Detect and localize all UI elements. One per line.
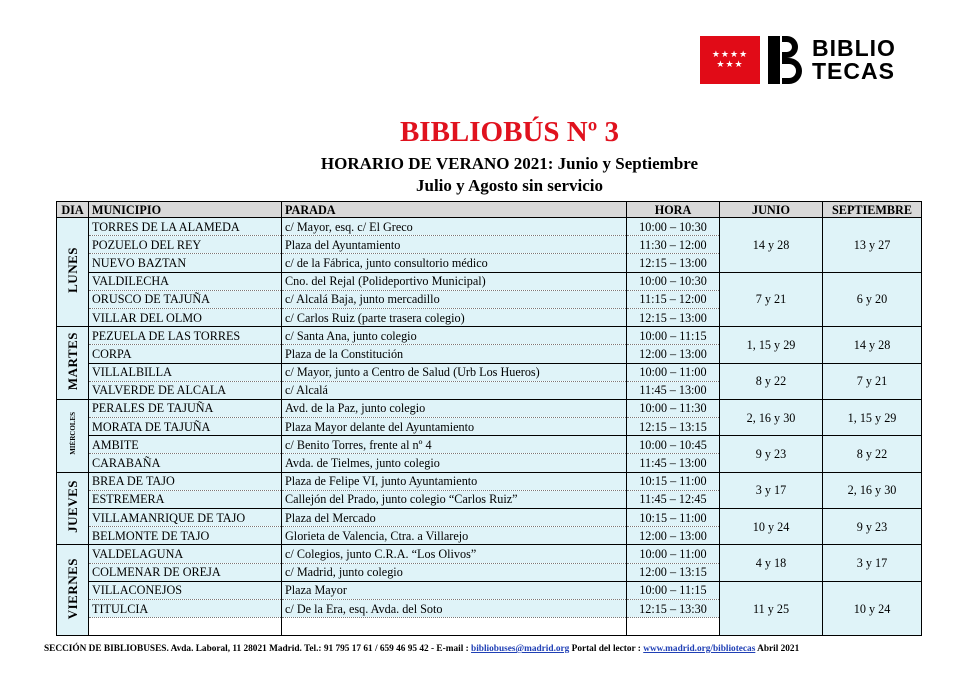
- cell-municipio: BELMONTE DE TAJO: [89, 527, 282, 545]
- cell-municipio: ORUSCO DE TAJUÑA: [89, 290, 282, 308]
- cell-municipio: VILLAMANRIQUE DE TAJO: [89, 509, 282, 527]
- cell-parada: Avda. de Tielmes, junto colegio: [282, 454, 627, 472]
- logo-line2: TECAS: [812, 58, 895, 84]
- footer-portal-label: Portal del lector :: [569, 644, 644, 654]
- day-label-cell: [57, 472, 89, 545]
- cell-junio-dates: 1, 15 y 29: [720, 327, 823, 363]
- cell-municipio: AMBITE: [89, 436, 282, 454]
- table-row: [57, 509, 922, 527]
- cell-municipio: NUEVO BAZTAN: [89, 254, 282, 272]
- cell-septiembre-dates: 2, 16 y 30: [823, 472, 922, 508]
- cell-parada: c/ Madrid, junto colegio: [282, 563, 627, 581]
- day-label: LUNES: [64, 247, 80, 293]
- cell-hora: 11:15 – 12:00: [627, 290, 720, 308]
- cell-parada: c/ Santa Ana, junto colegio: [282, 327, 627, 345]
- table-row: [57, 436, 922, 454]
- cell-municipio: VALDILECHA: [89, 272, 282, 290]
- cell-junio-dates: 9 y 23: [720, 436, 823, 472]
- logo-line1: BIBLIO: [812, 35, 896, 61]
- table-row: [57, 218, 922, 236]
- table-row: [57, 581, 922, 599]
- cell-parada: Plaza de Felipe VI, junto Ayuntamiento: [282, 472, 627, 490]
- day-label-cell: [57, 327, 89, 400]
- cell-parada: Plaza Mayor: [282, 581, 627, 599]
- cell-septiembre-dates: 9 y 23: [823, 509, 922, 545]
- cell-parada: Plaza de la Constitución: [282, 345, 627, 363]
- cell-hora: 10:00 – 11:30: [627, 399, 720, 417]
- cell-hora: 12:15 – 13:00: [627, 254, 720, 272]
- cell-parada: c/ Carlos Ruiz (parte trasera colegio): [282, 308, 627, 326]
- schedule-table: [56, 201, 922, 636]
- cell-parada: c/ Alcalá: [282, 381, 627, 399]
- table-row: [57, 363, 922, 381]
- cell-hora: 10:00 – 11:00: [627, 363, 720, 381]
- cell-septiembre-dates: 14 y 28: [823, 327, 922, 363]
- cell-municipio: PEZUELA DE LAS TORRES: [89, 327, 282, 345]
- cell-municipio: COLMENAR DE OREJA: [89, 563, 282, 581]
- cell-junio-dates: 2, 16 y 30: [720, 399, 823, 435]
- footer-date: Abril 2021: [755, 644, 800, 654]
- cell-junio-dates: 7 y 21: [720, 272, 823, 327]
- cell-hora: 10:00 – 10:30: [627, 272, 720, 290]
- cell-parada: c/ Benito Torres, frente al nº 4: [282, 436, 627, 454]
- footer-portal-link[interactable]: www.madrid.org/bibliotecas: [643, 644, 756, 654]
- cell-municipio: PERALES DE TAJUÑA: [89, 399, 282, 417]
- header-municipio: MUNICIPIO: [89, 202, 282, 218]
- cell-septiembre-dates: 7 y 21: [823, 363, 922, 399]
- day-label-cell: [57, 218, 89, 327]
- cell-hora: 11:45 – 12:45: [627, 490, 720, 508]
- cell-junio-dates: 10 y 24: [720, 509, 823, 545]
- cell-septiembre-dates: 13 y 27: [823, 218, 922, 273]
- day-label: MIÉRCOLES: [68, 412, 77, 456]
- header-dia: DIA: [57, 202, 89, 218]
- cell-parada: c/ Alcalá Baja, junto mercadillo: [282, 290, 627, 308]
- cell-hora: 12:15 – 13:30: [627, 599, 720, 617]
- cell-municipio: BREA DE TAJO: [89, 472, 282, 490]
- cell-municipio: CARABAÑA: [89, 454, 282, 472]
- footer-email-link[interactable]: bibliobuses@madrid.org: [471, 644, 570, 654]
- cell-municipio: CORPA: [89, 345, 282, 363]
- table-row: [57, 272, 922, 290]
- table-header-row: [57, 202, 922, 218]
- cell-parada: c/ Colegios, junto C.R.A. “Los Olivos”: [282, 545, 627, 563]
- cell-parada: c/ Mayor, esq. c/ El Greco: [282, 218, 627, 236]
- cell-hora: 12:00 – 13:00: [627, 527, 720, 545]
- cell-municipio: VILLALBILLA: [89, 363, 282, 381]
- cell-hora: 10:00 – 11:15: [627, 327, 720, 345]
- page-subtitle: HORARIO DE VERANO 2021: Junio y Septiembre: [320, 154, 699, 173]
- cell-municipio: MORATA DE TAJUÑA: [89, 418, 282, 436]
- day-label: MARTES: [64, 331, 80, 391]
- footer-address: SECCIÓN DE BIBLIOBUSES. Avda. Laboral, 11 28021 Madrid. Tel.: 91 795 17 61 / 659 46 95 42 - E-mail :: [44, 644, 472, 654]
- footer: [44, 644, 799, 654]
- bibliotecas-logo: [700, 36, 896, 84]
- page-title: BIBLIOBÚS Nº 3: [399, 116, 620, 148]
- cell-septiembre-dates: 1, 15 y 29: [823, 399, 922, 435]
- cell-hora: [627, 618, 720, 636]
- cell-junio-dates: 3 y 17: [720, 472, 823, 508]
- logo-text: [812, 37, 896, 83]
- header-junio: JUNIO: [720, 202, 823, 218]
- schedule-body: [57, 218, 922, 636]
- cell-municipio: TITULCIA: [89, 599, 282, 617]
- cell-parada: Glorieta de Valencia, Ctra. a Villarejo: [282, 527, 627, 545]
- header-parada: PARADA: [282, 202, 627, 218]
- cell-hora: 11:45 – 13:00: [627, 454, 720, 472]
- flag-stars: ★★★★ ★★★: [711, 50, 749, 70]
- table-row: [57, 545, 922, 563]
- cell-hora: 10:00 – 11:00: [627, 545, 720, 563]
- cell-parada: c/ de la Fábrica, junto consultorio médico: [282, 254, 627, 272]
- cell-hora: 10:00 – 11:15: [627, 581, 720, 599]
- cell-parada: Cno. del Rejal (Polideportivo Municipal): [282, 272, 627, 290]
- cell-hora: 10:15 – 11:00: [627, 509, 720, 527]
- day-label: VIERNES: [64, 557, 80, 619]
- cell-junio-dates: 8 y 22: [720, 363, 823, 399]
- day-label: JUEVES: [64, 480, 80, 533]
- cell-parada: c/ De la Era, esq. Avda. del Soto: [282, 599, 627, 617]
- table-row: [57, 472, 922, 490]
- cell-hora: 12:00 – 13:00: [627, 345, 720, 363]
- cell-municipio: ESTREMERA: [89, 490, 282, 508]
- cell-septiembre-dates: 6 y 20: [823, 272, 922, 327]
- cell-hora: 10:15 – 11:00: [627, 472, 720, 490]
- cell-municipio: [89, 618, 282, 636]
- header-hora: HORA: [627, 202, 720, 218]
- day-label-cell: [57, 399, 89, 472]
- cell-municipio: VILLACONEJOS: [89, 581, 282, 599]
- header-septiembre: SEPTIEMBRE: [823, 202, 922, 218]
- day-label-cell: [57, 545, 89, 636]
- cell-septiembre-dates: 8 y 22: [823, 436, 922, 472]
- cell-junio-dates: 4 y 18: [720, 545, 823, 581]
- madrid-flag-icon: [700, 36, 760, 84]
- page-subtitle-2: Julio y Agosto sin servicio: [415, 176, 603, 195]
- cell-hora: 10:00 – 10:30: [627, 218, 720, 236]
- table-row: [57, 327, 922, 345]
- cell-septiembre-dates: 10 y 24: [823, 581, 922, 636]
- table-row: [57, 399, 922, 417]
- cell-parada: Plaza del Ayuntamiento: [282, 236, 627, 254]
- cell-hora: 10:00 – 10:45: [627, 436, 720, 454]
- cell-municipio: VILLAR DEL OLMO: [89, 308, 282, 326]
- cell-parada: Avd. de la Paz, junto colegio: [282, 399, 627, 417]
- cell-parada: Plaza Mayor delante del Ayuntamiento: [282, 418, 627, 436]
- cell-hora: 12:15 – 13:15: [627, 418, 720, 436]
- cell-hora: 11:45 – 13:00: [627, 381, 720, 399]
- cell-junio-dates: 11 y 25: [720, 581, 823, 636]
- cell-parada: Callejón del Prado, junto colegio “Carlos Ruiz”: [282, 490, 627, 508]
- cell-municipio: VALDELAGUNA: [89, 545, 282, 563]
- cell-municipio: TORRES DE LA ALAMEDA: [89, 218, 282, 236]
- cell-parada: c/ Mayor, junto a Centro de Salud (Urb Los Hueros): [282, 363, 627, 381]
- cell-municipio: POZUELO DEL REY: [89, 236, 282, 254]
- cell-septiembre-dates: 3 y 17: [823, 545, 922, 581]
- cell-hora: 12:15 – 13:00: [627, 308, 720, 326]
- cell-junio-dates: 14 y 28: [720, 218, 823, 273]
- cell-parada: [282, 618, 627, 636]
- b-logo-icon: [768, 36, 804, 84]
- cell-parada: Plaza del Mercado: [282, 509, 627, 527]
- cell-municipio: VALVERDE DE ALCALA: [89, 381, 282, 399]
- cell-hora: 11:30 – 12:00: [627, 236, 720, 254]
- cell-hora: 12:00 – 13:15: [627, 563, 720, 581]
